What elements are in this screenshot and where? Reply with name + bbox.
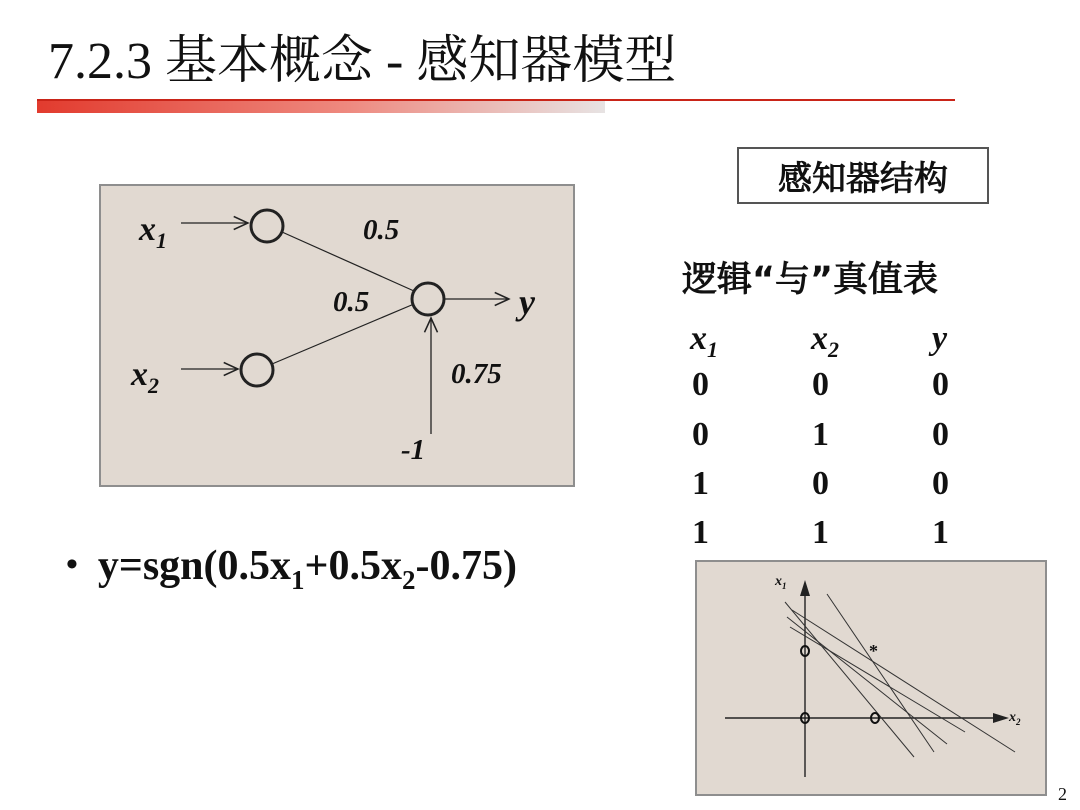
- decision-boundary-graphic: [697, 562, 1049, 798]
- separating-line: [827, 594, 934, 752]
- truth-table-cell: 0: [812, 366, 829, 403]
- input2-node: [241, 354, 273, 386]
- truth-table-cell: 0: [932, 465, 949, 502]
- perceptron-formula: • $y=sgn(0.5x_1+0.5x_2-0.75)$: [66, 543, 517, 595]
- input1-label: $x_1$: [139, 211, 167, 253]
- truth-table-header-y: y: [932, 320, 948, 357]
- x1-axis-label: $x_1$: [775, 574, 787, 591]
- truth-table-cell: 0: [812, 465, 829, 502]
- separating-line: [792, 610, 1015, 752]
- x2-axis-label: $x_2$: [1009, 710, 1021, 727]
- input2-label: $x_2$: [131, 356, 159, 398]
- truth-table-cell: 1: [932, 514, 949, 551]
- weight1-label: 0.5: [363, 214, 400, 246]
- point-1-1: *: [869, 641, 878, 661]
- output-label: y: [519, 282, 535, 322]
- page-number: 2: [1058, 784, 1067, 804]
- x2-axis-arrowhead: [993, 713, 1009, 723]
- perceptron-diagram-graphic: [101, 186, 577, 489]
- truth-table-header-x2: $x_2$: [811, 320, 839, 362]
- output-node: [412, 283, 444, 315]
- structure-label: 感知器结构: [737, 147, 989, 204]
- truth-table-cell: 1: [692, 465, 709, 502]
- input1-node: [251, 210, 283, 242]
- slide-title: 7.2.3 基本概念 - 感知器模型: [48, 33, 677, 90]
- threshold-weight-label: 0.75: [451, 358, 502, 390]
- title-underline-gradient-bar: [37, 99, 605, 113]
- truth-table-header-x1: $x_1$: [690, 320, 718, 362]
- truth-table-cell: 0: [932, 366, 949, 403]
- truth-table-cell: 1: [692, 514, 709, 551]
- bias-input-label: -1: [401, 434, 426, 466]
- bullet-point: •: [66, 546, 78, 583]
- truth-table-cell: 1: [812, 416, 829, 453]
- truth-table-cell: 0: [932, 416, 949, 453]
- x1-axis-arrowhead: [800, 580, 810, 596]
- separating-line: [787, 617, 947, 744]
- truth-table-cell: 0: [692, 416, 709, 453]
- perceptron-diagram: [99, 184, 575, 487]
- title-underline-line: [37, 99, 955, 101]
- weight2-label: 0.5: [333, 286, 370, 318]
- truth-table-title: 逻辑“与”真值表: [682, 260, 939, 300]
- title-underline: [37, 99, 955, 115]
- decision-boundary-plot: [695, 560, 1047, 796]
- truth-table-cell: 1: [812, 514, 829, 551]
- truth-table-cell: 0: [692, 366, 709, 403]
